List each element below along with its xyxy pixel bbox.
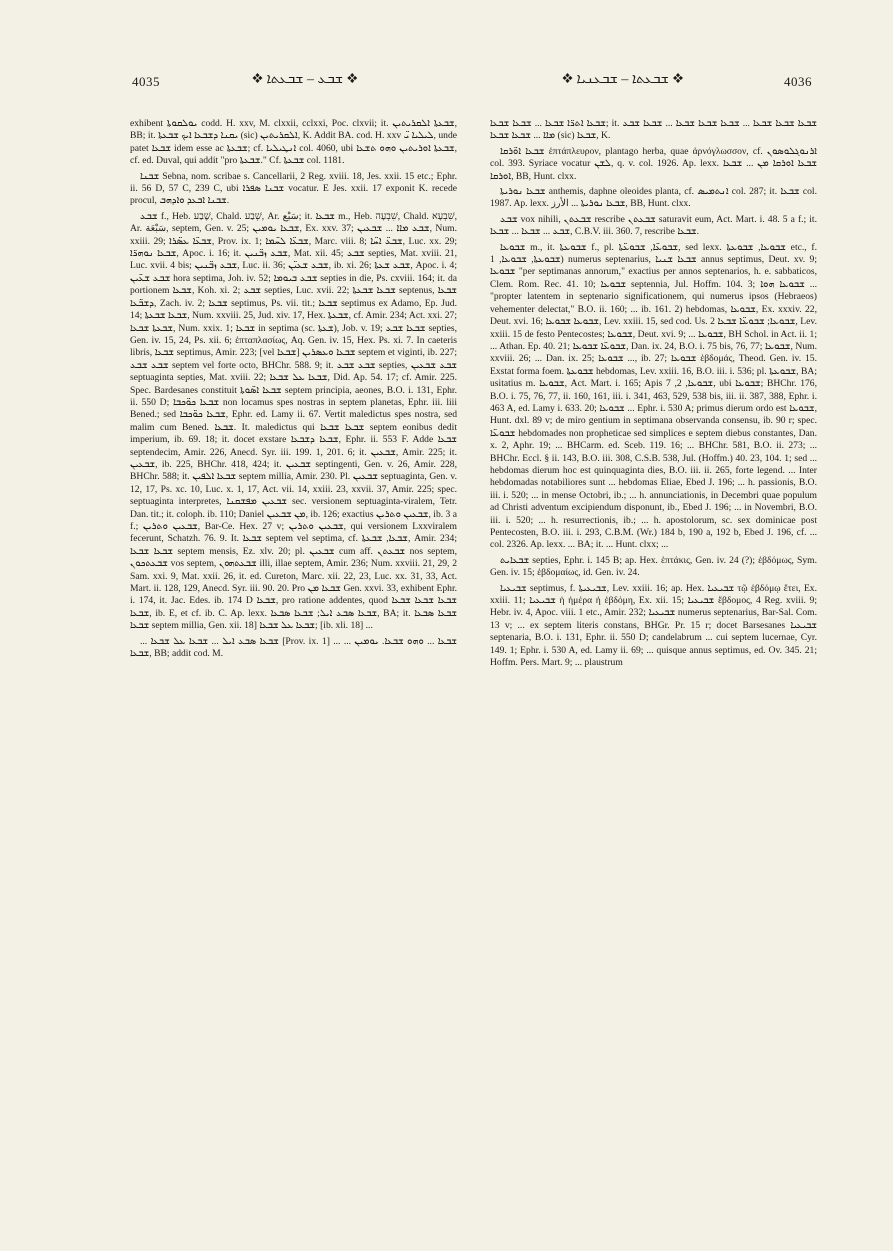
entry-paragraph: ܫܒܥ f., Heb. שֶׁבַע, Chald. שְׁבַע, Ar. سَبْع; it. ܫܒܥܐ m., Heb. שִׁבְעָה, Chald. שִׁבְעָא, Ar. سَبْعَة, septem, Gen. v. 25; ܫܒܥܐ ܝܘܡܝܢ, Ex. xxv. 37; ܫܒܥ ܡܐܐ ... ܫܒܥܝܢ, Num. xxiii. 29; ܫܒܥ̈ܐ ܥܣ̈ܪܐ, Prov. ix. 1; ܫܒܥ̈ܐ ܠܚ̈ܡܐ, Marc. viii. 8; ܫܒܥ̈ ܐܚ̈ܐ, Luc. xx. 29; ܫܒܥܐ ܢܘܗܪ̈ܐ, Apoc. i. 16; it. ܫܒܥ ܙܒ̈ܢܝܢ, Mat. xii. 45; ܫܒܥ septies, Mat. xviii. 21, Luc. xvii. 4 bis; ܫܒܥ ܙܒ̈ܢܝܢ, Luc. ii. 36; ܫܒܥ ܫܥܝ̈ܢ, ib. xi. 26; ܫܒܥ ܫܥܬܐ, Apoc. i. 4; ܫܒܥ ܫܥ̈ܝܢ hora septima, Joh. iv. 52; ܫܒܥ ܒܝܘܡܐ septies in die, Ps. cxviii. 164; it. da portionem ܫܒܥܐ, Koh. xi. 2; ܫܒܥ septies, Luc. xvii. 22; ܫܒܥܐ ܫܒܥܬܐ septenus, ܫܒܥܐ ܕܫܒ̈ܥܐ, Zach. iv. 2; ܫܒܥܐ septimus, Ps. vii. tit.; ܫܒܥܐ septimus ex Adamo, Ep. Jud. 14; ܫܒܥܐ ܫܒܥܬܐ, Num. xxviii. 25, Jud. xiv. 17, Hex. ܫܒܥܬܐ, cf. Amir. 234; Act. xxi. 27; ܫܒܥܬܐ ܫܒܥܐ, Num. xxix. 1; ܫܒܥܐ in septima (sc. ܫܥܬܐ), Job. v. 19; ܫܒܥܐ ܫܒܥ septies, Gen. iv. 15, 24, Ps. xii. 6; ἑπταπλασίως, Aq. Gen. iv. 15, Hex. Ps. xi. 7. In caeteris libris, ܫܒܥܐ septimus, Amir. 223; [vel ܫܒܥܐ] ܫܒܥܐ ܘܥܣܪܝܢ septem et viginti, ib. 227; ܫܒܥ ܫܒܥ septem vel forte octo, BHChr. 588. 9; it. ܫܒܥ ܫܒܥ septies, ܫܒܥ ܫܒܥܝܢ septuaginta septies, Mat. xviii. 22; ܫܒܥܐ ܥܠ ܫܒܥܐ, Did. Ap. 54. 17; cf. Amir. 225. Spec. Bardesanes constituit ܫܒܥܐ ܐܣ̈ܘܬܐ septem principia, aeones, B.O. i. 131, Ephr. ii. 550 D; ܫܒܥܐ ܟܘ̈ܟܒܐ non locamus spes nostras in septem planetas, Ephr. iii. liii Bened.; sed ܫܒܥܐ ܟܘ̈ܟܒܐ, Ephr. ed. Lamy ii. 67. Vertit maledictus spes nostra, sed malim cum Bened. ܫܒܥܐ. It. maledictus qui ܫܒܥܐ ܫܒܥܐ septem eonibus dedit imperium, ib. 69. 18; it. docet exstare ܫܒܥܐ ܕܫܒܥܐ, Ephr. ii. 553 F. Adde ܫܒܥܐ septendecim, Amir. 226, Anecd. Syr. iii. 199. 1, 201. 6; it. ܫܒܥܝܢ, Amir. 225; it. ܫܒܥܝܢ, ib. 225, BHChr. 418, 424; it. ܫܒܥܝܢ septingenti, Gen. v. 26, Amir. 228, BHChr. 588; it. ܫܒܥܐ ܐܠܦܝܢ septem millia, Amir. 230. Pl. ܫܒܥܝܢ septuaginta, Gen. v. 12, 17, Ps. xc. 10, Luc. x. 1, 17, Act. vii. 14, xxiii. 23, xxvii. 37, Amir. 225; spec. septuaginta interpretes, ܫܒܥܝܢ ܡܦܫܩܢܐ sec. versionem septuaginta-viralem, Tetr. Dan. tit.; it. coloph. ib. 110; Daniel ܡܢ ܫܒܥܝܢ, ib. 126; exactius ܫܒܥܝܢ ܘܬܪܝܢ, ib. 3 a f.; ܫܒܥܝܢ ܘܬܪܝܢ, Bar-Ce. Hex. 27 v; ܫܒܥܝܢ ܘܬܪܝܢ, qui versionem Lxxviralem fecerunt, Schatzh. 76. 9. It. ܫܒܥܐ septem vel septima, cf. ܫܒܥܐ, ܫܒܥܬܐ, Amir. 234; ܫܒܥܐ ܫܒܥܐ septem mensis, Ez. xlv. 20; pl. ܫܒܥܝܢ cum aff. ܫܒܥܬܢ nos septem, ܫܒܥܬܟܘܢ vos septem, ܫܒܥܬܗܘܢ illi, illae septem, Amir. 236; Num. xxviii. 21, 29, 2 Sam. xxi. 9, Mat. xxii. 26, it. ed. Cureton, Marc. xii. 22, 23, Luc. xx. 31, 33, Act. Mart. ii. 128, 129, Anecd. Syr. iii. 90. 20. Pro ܫܒܥܐ ܡܢ Gen. xxvi. 33, exhibent Ephr. i. 174, it. Jac. Edes. ib. 174 D ܫܒܥܐ, pro ratione addentes, quod ܫܒܥܐ ܫܒܥܐ ܫܒܥܐ ܫܒܥܐ, ib. E, et cf. ib. C. Ap. lexx. ܫܒܥܐ ܣܒܥ ܐܝܠ; ܫܒܥܐ ܣܒܥܐ, BA; it. ܫܒܥܐ ܣܒܥܐ ܫܒܥܐ septem millia, Gen. xii. 18] ܫܒܥܐ ܥܠ ܫܒܥܐ; [ib. xli. 18] ... [130,210,457,632]
entry-paragraph: ܫܒܥܐ ܐܘ̈ܪܩܐ ἑπτάπλευρον, plantago herba, quae ἀρνόγλωσσον, cf. ܐܪܢܘܓܠܘܣܘܢ col. 393. Syriace vocatur ܠܫܢ, q. v. col. 1926. Ap. lexx. ܫܒܥܐ ܐܘܪܩܐ ܡܢ ... ܫܒܥܐ ܐܘܪܩܐ, BB, Hunt. clxx. [490,145,817,182]
page-number-left: 4035 [132,74,160,89]
entry-paragraph: exhibent ܝܘܠܩܘܬܐ codd. H. xxv, M. clxxii, cclxxi, Poc. clxvii; it. ܫܒܥܬܐ ܐܠܩܪܝܬܝܢ, BB; it. ܝܩܢܐ ܕܫܒܥܐ ܐܝܟ ܫܒܥܬܐ (sic) ܐܠܩܪܝܬܝܢ, K. Addit BA. cod. H. xxv ܠܝܠܝܐ ܝ̈, unde patet ܫܒܥܐ idem esse ac ܫܒܥܬܐ; cf. ܐܢܛܝܠܝܐ col. 4060, ubi ܫܒܥܬܐ ܐܘܪܝܬܝܢ ܘܗܘ ܬܫܥܐ, cf. ed. Duval, qui addit "pro ܫܒܥܬܐ." Cf. ܫܒܥܬܐ col. 1181. [130,118,457,167]
entry-paragraph: ܫܒܢܐ Sebna, nom. scribae s. Cancellarii, 2 Reg. xviii. 18, Jes. xxii. 15 etc.; Ephr. ii. 56 D, 57 C, 239 C, ubi ܫܒܢܐ ܣܦܪܐ vocatur. E Jes. xxii. 17 exponit K. recede procul, ܫܒܢܐ ܐܒܥܕ ܘܐܕܗܒ. [130,170,457,207]
left-column [130,118,457,1223]
entry-paragraph: ܫܒܥܐ ܢܘܪܝܬܐ anthemis, daphne oleoides planta, cf. ܐܢܬܡܝܣ col. 287; it. ܫܒܥܐ col. 1987. Ap. lexx. ܫܒܥܐ ܢܘܪܝܬܐ ... الأرز, BB, Hunt. clxx. [490,186,817,210]
running-head-left: ❖ ܫܒܥ – ܫܒܥܬܐ ❖ [252,72,358,87]
entry-paragraph: ܫܒܥܐ ܐܬܪ̈ܐ ܫܒܥܐ ... ܫܒܥܐ ܫܒܥܐ; it. ܫܒܥܐ ܫܒܥܐ ܫܒܥܐ ... ܫܒܥܐ ܫܒܥܐ ܫܒܥܐ ... ܫܒܥܐ ܫܒܥ ܡܐܐ ... ܫܒܥܐ ܫܒܥܐ (sic) ܫܒܥܐ, K. [490,118,817,142]
entry-paragraph: ܫܒܥ vox nihili, ܫܒܥܬܢ rescribe ܫܒܥܬܢ saturavit eum, Act. Mart. i. 48. 5 a f.; it. ܫܒܥ ... ܫܒܥܐ ... ܫܒܥܐ, C.B.V. iii. 360. 7, rescribe ܫܒܥܐ. [490,213,817,238]
right-column [490,118,817,1223]
entry-paragraph: ܫܒܥܐܝܬ septies, Ephr. i. 145 B; ap. Hex. ἑπτάκις, Gen. iv. 24 (?); ἑβδόμως, Sym. Gen. iv. 15; ἑβδομαίως, id. Gen. iv. 24. [490,554,817,579]
entry-paragraph: ܫܒܘܥܐ m., it. ܫܒܘܥܬܐ f., pl. ܫܒܘܥ̈ܐ, ܫܒܘܥ̈ܬܐ, sed lexx. ܫܒܘܥܐ, ܫܒܘܥܬܐ etc., f. ܫܒܘܥܬܐ, ܫܒܘܥܐ, 1) numerus septenarius, ܫܒܥܐ ܫܢܝܐ annus septimus, Deut. xv. 9; ܫܒܘܥܐ "per septimanas annorum," exactius per annos septenarios, h. e. sabbaticos, Clem. Rom. Rec. 41. 10; ܫܒܘܥܐ septennia, Jul. Hoffm. 104. 3; ܫܒܘܥܐ ܗܘܐ ... "propter latentem in septenario significationem, qui numerus ipsos (Hebraeos) vehementer delectat," B.O. ii. 160; ... ib. 161. 2) hebdomas, ܫܒܘܥܐ, Ex. xxxiv. 22, Deut. xvi. 16; ܫܒܘܥܐ ܫܒܘܥܐ, Lev. xxiii. 15, sed cod. Us. 2 ܫܒܘܥܐ; ܫܒܘܥ̈ܐ ܫܒܥܐ, Lev. xxiii. 15 de festo Pentecostes; ܫܒܘܥܐ, Deut. xvi. 9; ... ܫܒܘܥܐ, BH Schol. in Act. ii. 1; ... Athan. Ep. 40. 21; ܫܒܘܥ̈ܐ ܫܒܘܥܐ, Dan. ix. 24, B.O. i. 75 bis, 76, 77; ܫܒܘܥܐ, Num. xxviii. 26; ... Dan. ix. 25; ܫܒܘܥܐ ..., ib. 27; ܫܒܘܥܐ ἑβδομάς, Theod. Gen. iv. 15. Exstat forma foem. ܫܒܘܥܬܐ hebdomas, Lev. xxiii. 16, B.O. iii. i. 536; pl. ܫܒܘܥܬܐ, BA; usitatius m. ܫܒܘܥܐ, Act. Mart. i. 165; Apis ܫܒܘܥܐ, 2, 7, ubi ܫܒܘܥܐ; BHChr. 176, B.O. i. 75, 76, 77, ii. 160, 161, iii. i. 341, 463, 529, 538 bis, iii. ii. 387, 388, Ephr. i. 463 A, ed. Lamy i. 633. 20; ܫܒܘܥܐ ... Ephr. i. 530 A; primus dierum ordo est ܫܒܘܥܐ, Hunt. dxl. 89 v; de miro gentium in septimana observanda consensu, ib. 90 r; spec. ܫܒܘܥ̈ܐ hebdomades non propheticae sed simplices e septem diebus constantes, Dan. x. 2, Aphr. 19; ... BHCarm. ed. Sceb. 119. 16; ... BHChr. 581, B.O. ii. 273; ... BHChr. Eccl. § ii. 143, B.O. iii. 308, C.S.B. 538, Jul. (Hoffm.) 40. 23, 104. 1; sed ... hebdomas dierum hoc est quinquaginta dies, B.O. iii. ii. 265, forte legend. ... Inter hebdomadas notabiliores sunt ... hebdomas Eliae, Ebed J. 196; ... h. passionis, B.O. iii. i. 520; ... in mense Octobri, ib.; ... h. annunciationis, in Decembri quae populum ad Christi adventum excipiendum disponunt, ib., Ebed J. 196; ... in Novembri, B.O. iii. i. 520; ... h. resurrectionis, ib.; ... h. apostolorum, sc. sex dominicae post Pentecosten, B.O. iii. i. 293, C.B.M. (Wr.) 184 b, 190 a, 192 b, Ebed J. 196, cf. ... col. 2326. Ap. lexx. ... BA; it. ... Hunt. clxx; ... [490,241,817,551]
page-number-right: 4036 [784,74,812,89]
entry-paragraph: ܫܒܝܥܝܐ septimus, f. ܫܒܝܥܝܬܐ, Lev. xxiii. 16; ap. Hex. ܫܒܝܥܝܐ τῷ ἑβδόμῳ ἔτει, Ex. xxiii. 11; ܫܒܝܥܝܐ ἡ ἡμέρα ἡ ἑβδόμη, Ex. xii. 15; ܫܒܝܥܝܐ ἕβδομος, 4 Reg. xviii. 9; Hebr. iv. 4, Apoc. viii. 1 etc., Amir. 232; ܫܒܝܥܝܐ numerus septenarius, Bar-Sal. Com. 13 v; ... ex septem literis constans, BHGr. Pr. 15 r; docet Barsesanes ܫܒܝܥܝܐ septenaria, B.O. i. 131, Ephr. ii. 550 D; candelabrum ... cui septem lucernae, Cyr. 149. 1; Ephr. i. 530 A, ed. Lamy ii. 69; ... quisque annus septimus, ed. Ov. 345. 21; Hoffm. Pers. Mart. 9; ... plaustrum [490,582,817,669]
running-head-right: ❖ ܫܒܥܬܐ – ܫܒܥܢܝܐ ❖ [562,72,684,87]
page-header [132,70,812,92]
entry-paragraph: ... ܫܒܥܐ ܣܒܥ ܐܝܠ ... ܫܒܥܐ ܥܠ ܫܒܥܐ [Prov. ix. 1] ... ܫܒܥܐ ... ܘܗܘ ܫܒܥܐ. ܝܘܡܝܢ ... ܫܒܥܐ, BB; addit cod. M. [130,635,457,660]
